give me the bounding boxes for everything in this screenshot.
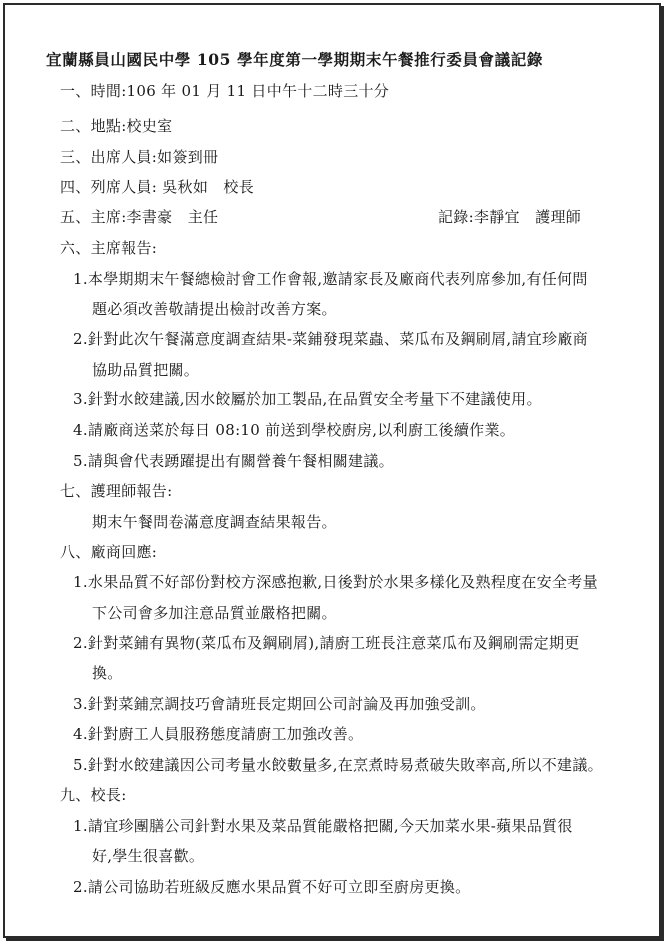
- section7-item-1: 期末午餐問卷滿意度調查結果報告。: [92, 513, 337, 531]
- section8-item-3: 3.針對菜鋪烹調技巧會請班長定期回公司討論及再加強受訓。: [73, 695, 486, 713]
- meeting-location: 二、地點:校史室: [60, 117, 173, 135]
- section8-item-4: 4.針對廚工人員服務態度請廚工加強改善。: [73, 725, 364, 743]
- document-title: 宜蘭縣員山國民中學 105 學年度第一學期期末午餐推行委員會議記錄: [46, 50, 543, 69]
- section6-item-4: 4.請廠商送菜於每日 08:10 前送到學校廚房,以利廚工後續作業。: [73, 421, 516, 439]
- section8-item-2-cont: 換。: [92, 664, 123, 682]
- recorder: 記錄:李靜宜 護理師: [438, 208, 582, 226]
- section8-item-2: 2.針對菜鋪有異物(菜瓜布及鋼刷屑),請廚工班長注意菜瓜布及鋼刷需定期更: [73, 634, 580, 652]
- observers: 四、列席人員: 吳秋如 校長: [60, 178, 255, 196]
- meeting-time: 一、時間:106 年 01 月 11 日中午十二時三十分: [60, 82, 390, 100]
- section6-item-3: 3.針對水餃建議,因水餃屬於加工製品,在品質安全考量下不建議使用。: [73, 390, 542, 408]
- section6-heading: 六、主席報告:: [60, 239, 158, 257]
- section8-item-1: 1.水果品質不好部份對校方深感抱歉,日後對於水果多樣化及熟程度在安全考量: [73, 573, 598, 591]
- section7-heading: 七、護理師報告:: [60, 482, 173, 500]
- section8-heading: 八、廠商回應:: [60, 543, 158, 561]
- section9-heading: 九、校長:: [60, 786, 127, 804]
- section9-item-1: 1.請宜珍團膳公司針對水果及菜品質能嚴格把關,今天加菜水果-蘋果品質很: [73, 817, 573, 835]
- section6-item-2: 2.針對此次午餐滿意度調查結果-菜鋪發現菜蟲、菜瓜布及鋼刷屑,請宜珍廠商: [73, 330, 588, 348]
- section6-item-5: 5.請與會代表踴躍提出有關營養午餐相關建議。: [73, 452, 394, 470]
- section6-item-1-cont: 題必須改善敬請提出檢討改善方案。: [92, 300, 337, 318]
- section8-item-5: 5.針對水餃建議因公司考量水餃數量多,在烹煮時易煮破失敗率高,所以不建議。: [73, 756, 603, 774]
- section9-item-2: 2.請公司協助若班級反應水果品質不好可立即至廚房更換。: [73, 878, 471, 896]
- section9-item-1-cont: 好,學生很喜歡。: [92, 847, 205, 865]
- section6-item-2-cont: 協助品質把關。: [92, 361, 200, 379]
- chairperson: 五、主席:李書豪 主任: [60, 208, 219, 226]
- section8-item-1-cont: 下公司會多加注意品質並嚴格把關。: [92, 604, 337, 622]
- attendees: 三、出席人員:如簽到冊: [60, 148, 219, 166]
- section6-item-1: 1.本學期期末午餐總檢討會工作會報,邀請家長及廠商代表列席參加,有任何問: [73, 270, 588, 288]
